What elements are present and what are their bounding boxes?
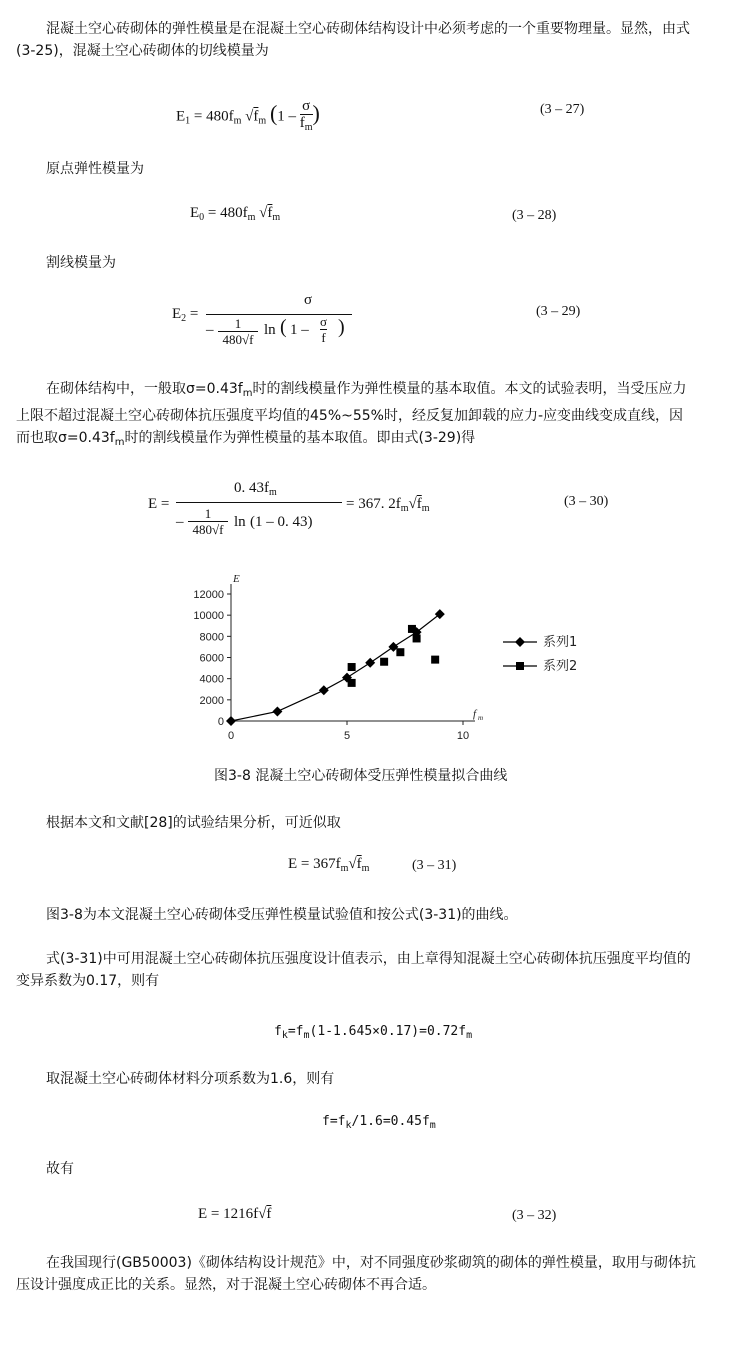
equation-number: (3 – 30) bbox=[564, 494, 609, 509]
y-tick-label: 8000 bbox=[199, 631, 224, 644]
paragraph-6: 图3-8为本文混凝土空心砖砌体受压弹性模量试验值和按公式(3-31)的曲线。 bbox=[46, 907, 518, 923]
equation-f: $f=f_k/1.6=0.45f_m$ bbox=[322, 1114, 436, 1131]
data-point-square bbox=[413, 634, 421, 642]
elastic-modulus-chart bbox=[178, 570, 598, 750]
paragraph-5: 根据本文和文献[28]的试验结果分析，可近似取 bbox=[46, 815, 341, 831]
paragraph-3: 割线模量为 bbox=[46, 255, 116, 271]
equation-3-28: $E_0 = 480f_m$ $√f_m$ bbox=[190, 205, 281, 223]
x-tick-label: 5 bbox=[343, 730, 351, 742]
y-tick-label: 4000 bbox=[199, 673, 224, 686]
data-point-square bbox=[348, 679, 356, 687]
x-tick-label: 10 bbox=[456, 730, 470, 742]
legend-label: 系列2 bbox=[543, 659, 578, 674]
equation-3-31: $E = 367f_m√f_m$ bbox=[288, 856, 370, 874]
x-axis-label: f bbox=[473, 708, 477, 720]
equation-fk: $f_k=f_m(1-1.645\times 0.17)=0.72f_m$ bbox=[274, 1024, 473, 1041]
paragraph-9: 故有 bbox=[46, 1161, 74, 1177]
equation-3-32: E = 1216f√f bbox=[198, 1206, 272, 1222]
data-point-square bbox=[380, 658, 388, 666]
paragraph-8: 取混凝土空心砖砌体材料分项系数为1.6，则有 bbox=[46, 1071, 335, 1087]
x-axis-label-sub: m bbox=[478, 714, 484, 722]
y-tick-label: 6000 bbox=[199, 652, 224, 665]
paragraph-7: 式(3-31)中可用混凝土空心砖砌体抗压强度设计值表示，由上章得知混凝土空心砖砌体抗压强度平均值的变异系数为0.17，则有 bbox=[16, 951, 691, 989]
y-tick-label: 2000 bbox=[199, 694, 224, 707]
y-axis-label: E bbox=[233, 573, 240, 585]
equation-3-27: $E_1 = 480f_m$ $√f_m$ (1 – $\frac{\sigma}{f_m}$ ) bbox=[176, 98, 320, 133]
equation-number: (3 – 29) bbox=[536, 304, 581, 319]
legend-label: 系列1 bbox=[543, 635, 578, 650]
paragraph-1: 混凝土空心砖砌体的弹性模量是在混凝土空心砖砌体结构设计中必须考虑的一个重要物理量。显然，由式(3-25)，混凝土空心砖砌体的切线模量为 bbox=[16, 21, 690, 59]
y-tick-label: 10000 bbox=[193, 610, 224, 623]
equation-number: (3 – 32) bbox=[512, 1208, 557, 1223]
legend-marker-square bbox=[516, 662, 524, 670]
figure-caption: 图3-8 混凝土空心砖砌体受压弹性模量拟合曲线 bbox=[214, 768, 508, 784]
paragraph-2: 原点弹性模量为 bbox=[46, 161, 144, 177]
y-tick-label: 0 bbox=[217, 716, 224, 728]
x-tick-label: 0 bbox=[227, 730, 235, 742]
equation-number: (3 – 31) bbox=[412, 858, 457, 873]
paragraph-4: 在砌体结构中，一般取$\sigma=0.43f_m$时的割线模量作为弹性模量的基本取值。本文的试验表明，当受压应力上限不超过混凝土空心砖砌体抗压强度平均值的45%~55%时，经反复加卸载的应力-应变曲线变成直线，因而也取$\sigma=0.43f_m$时的割线模量作为弹性模量的基本取值。即由式(3-29)得 bbox=[16, 381, 687, 448]
y-tick-label: 12000 bbox=[193, 589, 224, 601]
data-point-square bbox=[348, 663, 356, 671]
equation-number: (3 – 27) bbox=[540, 102, 585, 117]
equation-number: (3 – 28) bbox=[512, 208, 557, 223]
data-point-square bbox=[431, 656, 439, 664]
data-point-square bbox=[396, 648, 404, 656]
paragraph-10: 在我国现行(GB50003)《砌体结构设计规范》中，对不同强度砂浆砌筑的砌体的弹性模量，取用与砌体抗压设计强度成正比的关系。显然，对于混凝土空心砖砌体不再合适。 bbox=[16, 1255, 696, 1293]
data-point-square bbox=[408, 625, 416, 633]
